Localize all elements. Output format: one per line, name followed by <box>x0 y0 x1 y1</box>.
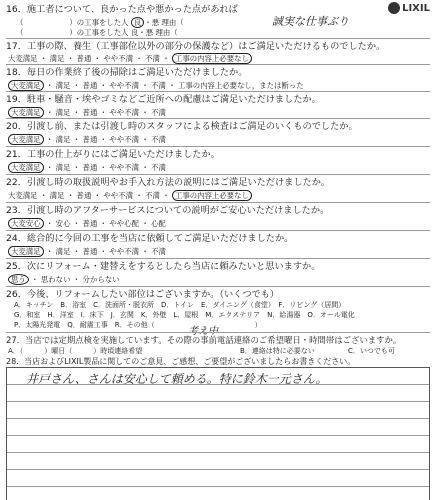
divider <box>6 91 430 92</box>
q17-not-needed-selected[interactable]: 工事の内容上必要なし <box>172 53 252 64</box>
question-27-title: 27．当店では定期点検を実施しています。その際の事前電話連絡のご希望曜日・時間帯はございますか。 <box>6 335 402 345</box>
question-17 <box>6 41 430 52</box>
q20-opts[interactable]: ・ 満足 ・ 普通 ・ やや不満 ・ 不満 <box>45 135 166 144</box>
question-18 <box>6 67 430 78</box>
q16-row2-reason: 理由（ <box>155 28 178 37</box>
q26-options-row3 <box>14 321 262 330</box>
q16-handwritten-reason: 誠実な仕事ぶり <box>272 15 349 28</box>
q20-very-satisfied-selected[interactable]: 大変満足 <box>8 134 44 145</box>
question-21 <box>6 149 430 160</box>
divider <box>6 64 430 65</box>
question-25 <box>6 261 430 272</box>
question-20 <box>6 121 430 132</box>
q23-opts[interactable]: ・ 安心 ・ 普通 ・ やや心配 ・ 心配 <box>45 219 166 228</box>
divider <box>6 286 430 287</box>
q16-row1-open: （ <box>16 18 24 27</box>
divider <box>6 202 430 203</box>
q16-good-selected[interactable]: 良 <box>131 17 144 28</box>
q17-opts[interactable]: ・ 満足 ・ 普通 ・ やや不満 ・ 不満 ・ <box>39 54 170 63</box>
divider <box>6 174 430 175</box>
answer-line <box>7 470 429 487</box>
q16-separator: ・ <box>144 18 152 27</box>
divider <box>6 38 430 39</box>
q16-bad-option[interactable]: 悪 <box>151 18 160 27</box>
q28-handwritten-comment: 井戸さん、さんは安心して頼める。特に鈴木一元さん。 <box>26 372 328 386</box>
q21-opts[interactable]: ・ 満足 ・ 普通 ・ やや不満 ・ 不満 <box>45 163 166 172</box>
q24-very-satisfied-selected[interactable]: 大変満足 <box>8 246 44 257</box>
q16-row1-label: ）の工事をした人 <box>69 18 129 27</box>
divider <box>6 230 430 231</box>
q24-options <box>8 246 166 257</box>
q16-row2 <box>16 28 178 37</box>
q23-very-reassured-selected[interactable]: 大変安心 <box>8 218 44 229</box>
q26-options-row1[interactable]: A．キッチン B．浴室 C．洗面所・脱衣所 D．トイレ E．ダイニング（食堂） F．リビング（居間） <box>14 301 346 309</box>
q20-options <box>8 134 166 145</box>
question-21-title: 21．工事の仕上がりにはご満足いただけましたか。 <box>6 149 220 160</box>
q16-row2-label: ）の工事をした人 <box>69 28 129 37</box>
logo-text: LIXIL <box>402 3 430 14</box>
q22-options <box>8 190 252 201</box>
answer-line <box>7 453 429 470</box>
question-23 <box>6 205 430 216</box>
answer-line <box>7 385 429 402</box>
divider <box>6 118 430 119</box>
q22-opts[interactable]: ・ 満足 ・ 普通 ・ やや不満 ・ 不満 ・ <box>39 191 170 200</box>
q17-opt-very-satisfied[interactable]: 大変満足 <box>8 54 38 63</box>
q16-row2-options[interactable]: 良・悪 <box>130 28 154 37</box>
q26-options-row2[interactable]: G．和室 H．洋室 I．床下 J．玄関 K．外壁 L．屋根 M．エクステリア N．給湯器 O．オール電化 <box>14 311 355 319</box>
q25-options <box>8 274 120 285</box>
question-24 <box>6 233 430 244</box>
divider <box>6 146 430 147</box>
q22-not-needed-selected[interactable]: 工事の内容上必要なし <box>172 190 252 201</box>
question-27 <box>6 335 430 346</box>
q19-options <box>8 107 166 118</box>
q16-reason-label: 理由（ <box>161 18 184 27</box>
q22-opt-very-satisfied[interactable]: 大変満足 <box>8 191 38 200</box>
question-17-title: 17．工事の際、養生（工事部位以外の部分の保護など）はご満足いただけるものでしたか。 <box>6 41 386 52</box>
answer-line <box>7 402 429 419</box>
q26-row3-close: ） <box>254 321 262 329</box>
q27-option-a[interactable]: A．（ ）曜日（ ）時頃連絡希望 <box>8 347 143 355</box>
q27-option-b[interactable]: B．連絡は特に必要ない <box>240 347 315 355</box>
question-18-title: 18．毎日の作業終了後の掃除はご満足いただけましたか。 <box>6 67 248 78</box>
q27-option-c[interactable]: C．いつでも可 <box>348 347 395 355</box>
q24-opts[interactable]: ・ 満足 ・ 普通 ・ やや不満 ・ 不満 <box>45 247 166 256</box>
question-23-title: 23．引渡し時のアフターサービスについての説明がご安心いただけましたか。 <box>6 205 330 216</box>
q23-options <box>8 218 166 229</box>
answer-line <box>7 436 429 453</box>
question-22-title: 22．引渡し時の取扱説明やお手入れ方法の説明にはご満足いただけましたか。 <box>6 177 331 188</box>
divider <box>6 332 430 333</box>
q21-options <box>8 162 166 173</box>
question-26-title: 26．今後、リフォームしたい部位はございますか。（いくつでも） <box>6 289 280 300</box>
question-24-title: 24．総合的に今回の工事を当店に依頼してご満足いただけましたか。 <box>6 233 294 244</box>
question-26 <box>6 289 430 300</box>
q18-very-satisfied-selected[interactable]: 大変満足 <box>8 80 44 91</box>
question-20-title: 20．引渡し前、または引渡し時のスタッフによる検査はご満足のいくものでしたか。 <box>6 121 358 132</box>
q19-opts[interactable]: ・ 満足 ・ 普通 ・ やや不満 ・ 不満 <box>45 108 166 117</box>
answer-line <box>7 419 429 436</box>
question-25-title: 25．次にリフォーム・建替えをするとしたら当店に頼みたいと思いますか。 <box>6 261 321 272</box>
q16-row2-open: （ <box>16 28 24 37</box>
question-16-title: 16．施工者について、良かった点や悪かった点があれば <box>6 4 238 15</box>
q18-opts[interactable]: ・ 満足 ・ 普通 ・ やや不満 ・ 不満 ・ 工事の内容上必要なし，または断った <box>45 81 304 90</box>
question-16 <box>6 4 430 15</box>
q18-options <box>8 80 304 91</box>
question-22 <box>6 177 430 188</box>
q17-options <box>8 53 252 64</box>
divider <box>6 258 430 259</box>
q25-yes-selected[interactable]: 思う <box>8 274 29 285</box>
q25-opts[interactable]: ・ 思わない ・ 分からない <box>31 275 120 284</box>
question-19 <box>6 94 430 105</box>
q16-row1 <box>16 17 184 28</box>
question-19-title: 19．駐車・騒音・埃やゴミなどご近所への配慮はご満足いただけましたか。 <box>6 94 321 105</box>
q26-row3-label[interactable]: P．太陽光発電 Q．耐震工事 R．その他（ <box>14 321 155 329</box>
q19-very-satisfied-selected[interactable]: 大変満足 <box>8 107 44 118</box>
q21-very-satisfied-selected[interactable]: 大変満足 <box>8 162 44 173</box>
question-28-title: 28．当店およびLIXIL製品に関してのご意見、ご感想、ご要望がございましたらお書きください。 <box>6 357 356 366</box>
